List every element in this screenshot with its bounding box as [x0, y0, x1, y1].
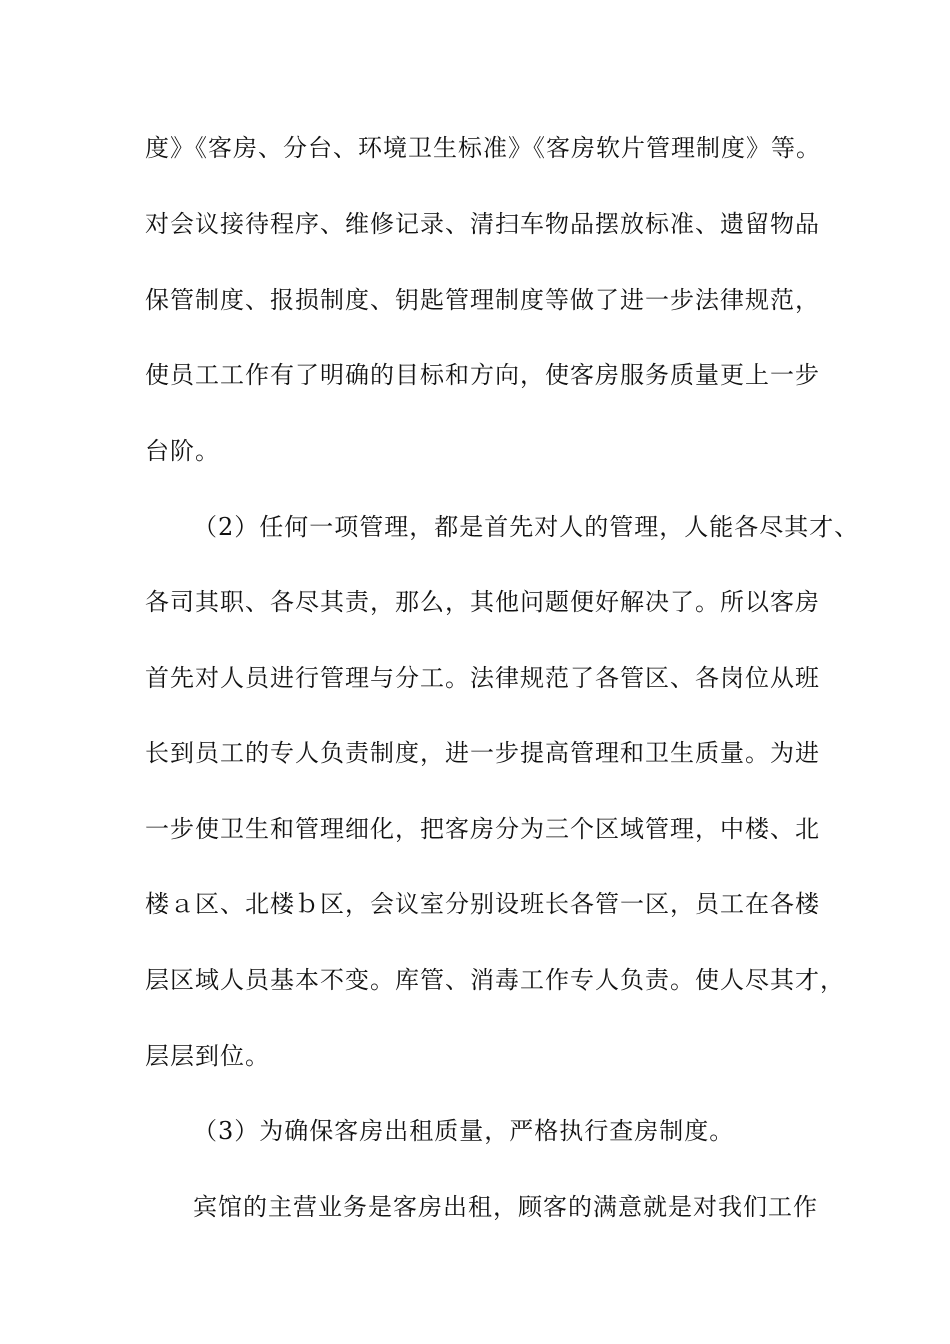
text-line: 保管制度、报损制度、钥匙管理制度等做了进一步法律规范，: [145, 286, 820, 314]
text-line: 一步使卫生和管理细化，把客房分为三个区域管理，中楼、北: [145, 815, 820, 843]
text-line: 层层到位。: [145, 1042, 270, 1070]
text-line: 长到员工的专人负责制度，进一步提高管理和卫生质量。为进: [145, 739, 820, 767]
text-line: 楼ａ区、北楼ｂ区，会议室分别设班长各管一区，员工在各楼: [145, 890, 820, 918]
text-line: 度》《客房、分台、环境卫生标准》《客房软片管理制度》等。: [145, 134, 821, 162]
text-line: 各司其职、各尽其责，那么，其他问题便好解决了。所以客房: [145, 588, 820, 616]
text-line: 对会议接待程序、维修记录、清扫车物品摆放标准、遗留物品: [145, 210, 820, 238]
text-line: 使员工工作有了明确的目标和方向，使客房服务质量更上一步: [145, 361, 820, 389]
text-line: 台阶。: [145, 437, 220, 465]
text-line: （2）任何一项管理，都是首先对人的管理，人能各尽其才、: [193, 513, 860, 541]
text-line: 宾馆的主营业务是客房出租，顾客的满意就是对我们工作: [193, 1193, 818, 1221]
text-line: 层区域人员基本不变。库管、消毒工作专人负责。使人尽其才，: [145, 966, 845, 994]
text-line: 首先对人员进行管理与分工。法律规范了各管区、各岗位从班: [145, 664, 820, 692]
text-line: （3）为确保客房出租质量，严格执行查房制度。: [193, 1117, 735, 1145]
